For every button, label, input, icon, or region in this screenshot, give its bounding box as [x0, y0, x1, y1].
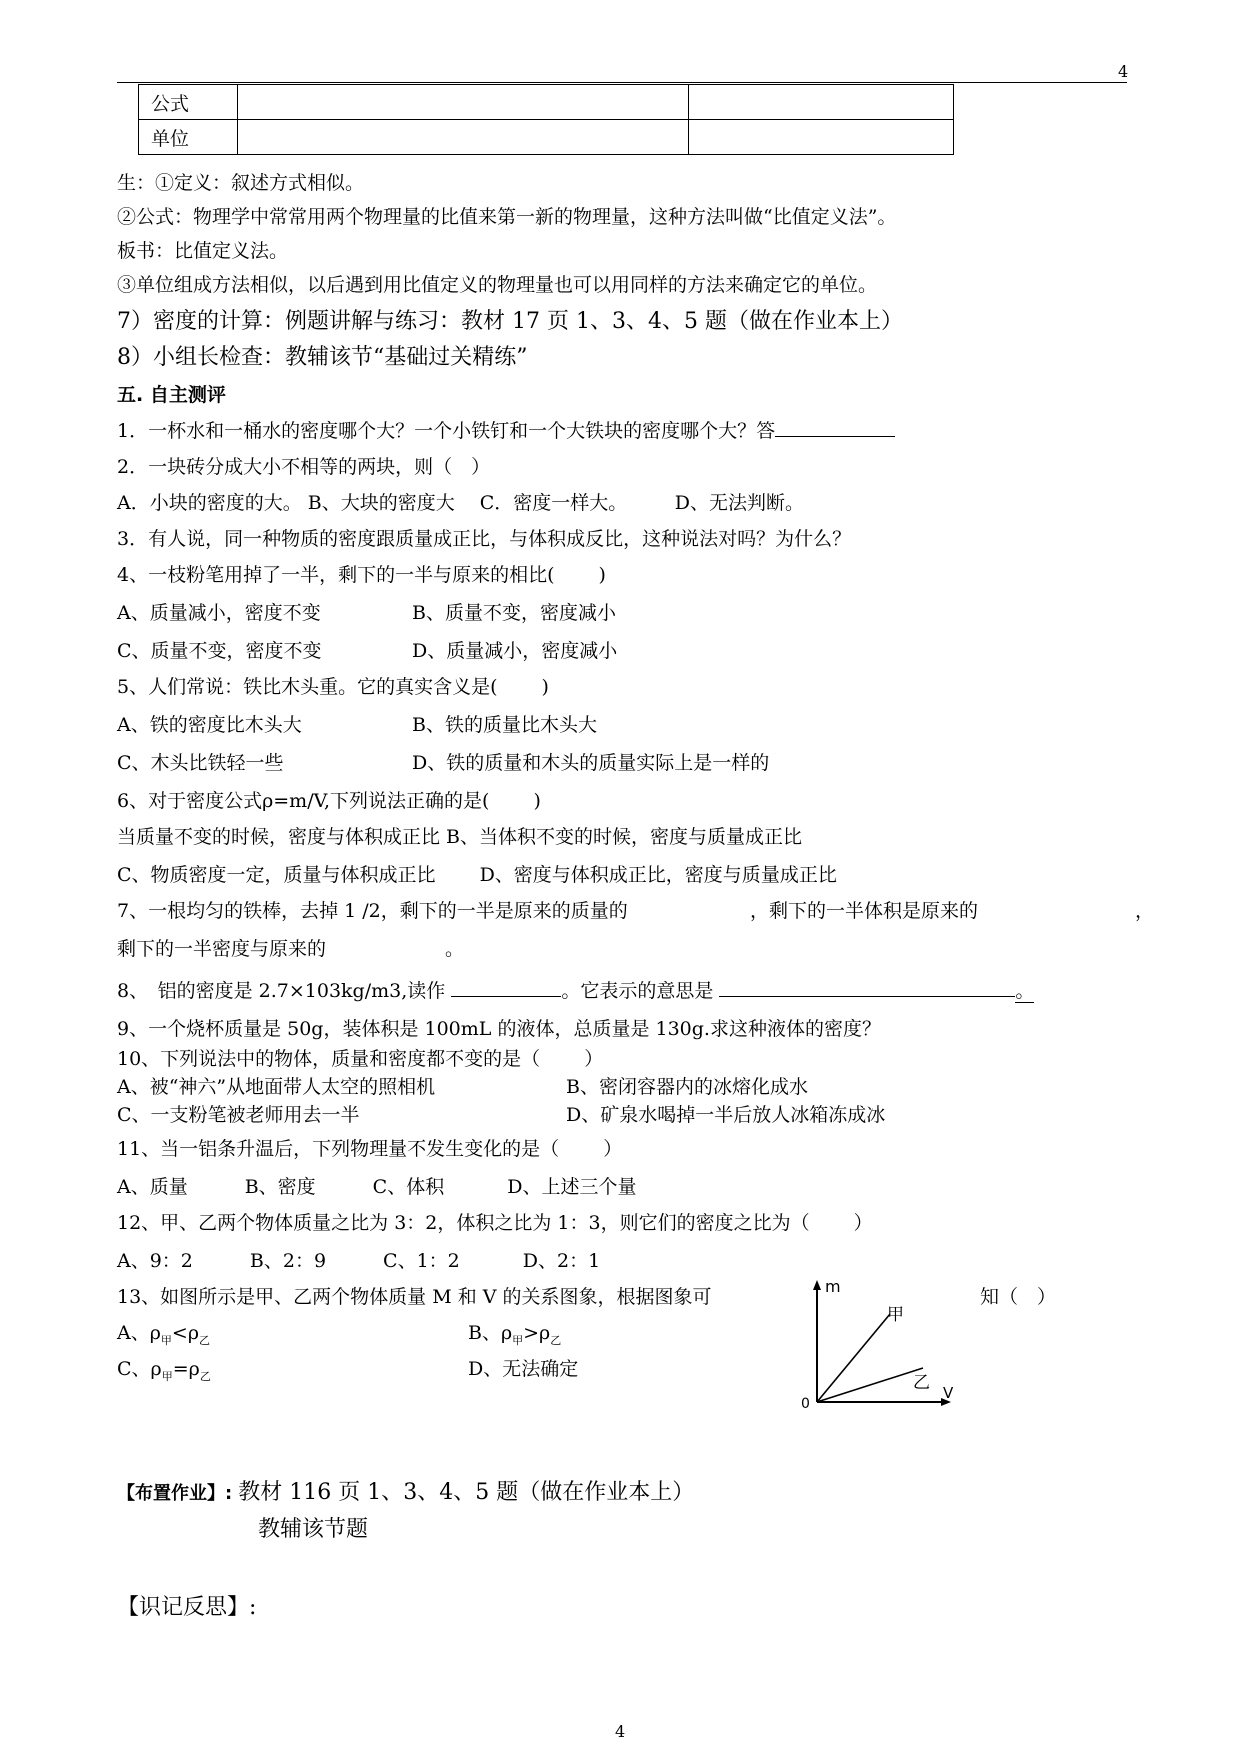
question-7-part: 剩下的一半密度与原来的: [117, 938, 327, 960]
option-a: A、铁的密度比木头大: [117, 714, 302, 736]
option-b: B、铁的质量比木头大: [412, 714, 597, 736]
question-2-options: A．小块的密度的大。 B、大块的密度大 C．密度一样大。 D、无法判断。: [117, 492, 805, 514]
question-2: 2．一块砖分成大小不相等的两块，则（ ）: [117, 456, 491, 478]
option-d: D、铁的质量和木头的质量实际上是一样的: [412, 752, 770, 774]
question-10: 10、下列说法中的物体，质量和密度都不变的是（ ）: [117, 1048, 604, 1070]
question-7-part: ，剩下的一半体积是原来的: [750, 900, 979, 922]
homework-line-1: 教材 116 页 1、3、4、5 题（做在作业本上）: [238, 1480, 695, 1505]
option-text: B、ρ: [468, 1322, 513, 1344]
option-text: A、ρ: [117, 1322, 161, 1344]
option-d: D、矿泉水喝掉一半后放人冰箱冻成冰: [566, 1104, 886, 1126]
subscript: 乙: [199, 1369, 211, 1383]
question-12-options: A、9：2 B、2：9 C、1：2 D、2：1: [117, 1250, 601, 1272]
table-cell: [689, 85, 954, 120]
option-c: C、质量不变，密度不变: [117, 640, 322, 662]
option-a: A、被“神六”从地面带人太空的照相机: [117, 1076, 436, 1098]
question-9: 9、一个烧杯质量是 50g，装体积是 100mL 的液体，总质量是 130g.求这种液体的密度？: [117, 1018, 881, 1040]
subscript: 乙: [550, 1333, 562, 1347]
y-axis-arrow-icon: [813, 1280, 821, 1290]
answer-blank: [719, 978, 1015, 997]
question-6: 6、对于密度公式ρ=m/V,下列说法正确的是( ): [117, 790, 541, 812]
origin-label: 0: [801, 1396, 810, 1412]
question-13-end: 知（ ）: [980, 1286, 1057, 1308]
option-text: >ρ: [523, 1322, 551, 1344]
answer-blank: [451, 978, 561, 997]
question-12: 12、甲、乙两个物体质量之比为 3：2，体积之比为 1：3，则它们的密度之比为（ ）: [117, 1212, 873, 1234]
homework-block: [117, 1475, 694, 1506]
header-rule: [117, 82, 1127, 83]
question-7-part: ，: [1135, 900, 1155, 922]
subscript: 甲: [161, 1369, 173, 1383]
question-13: 13、如图所示是甲、乙两个物体质量 M 和 V 的关系图象，根据图象可: [117, 1286, 712, 1308]
note-line: 生：①定义：叙述方式相似。: [117, 172, 365, 194]
note-line: 7）密度的计算：例题讲解与练习：教材 17 页 1、3、4、5 题（做在作业本上）: [117, 309, 903, 334]
section-title: 五. 自主测评: [117, 384, 226, 406]
subscript: 甲: [160, 1333, 172, 1347]
homework-label: 【布置作业】:: [117, 1483, 233, 1504]
option-b: [468, 1318, 561, 1348]
homework-line-2: 教辅该节题: [258, 1517, 369, 1542]
table-row: [139, 120, 954, 155]
option-text: C、ρ: [117, 1358, 162, 1380]
question-3: 3．有人说，同一种物质的密度跟质量成正比，与体积成反比，这种说法对吗？为什么？: [117, 528, 852, 550]
header-page-number: 4: [1118, 62, 1129, 81]
table-cell-label: 公式: [139, 85, 238, 120]
option-c: C、木头比铁轻一些: [117, 752, 284, 774]
table-cell: [689, 120, 954, 155]
option-text: <ρ: [171, 1322, 199, 1344]
option-b: B、密闭容器内的冰熔化成水: [566, 1076, 808, 1098]
note-line: ②公式：物理学中常常用两个物理量的比值来第一新的物理量，这种方法叫做“比值定义法”。: [117, 206, 897, 228]
x-axis-label: V: [943, 1384, 954, 1402]
question-7-part: 。: [445, 938, 465, 960]
line-jia-label: 甲: [887, 1305, 904, 1325]
option-d: D、无法确定: [468, 1358, 579, 1380]
question-text: 1．一杯水和一桶水的密度哪个大？一个小铁钉和一个大铁块的密度哪个大？答: [117, 420, 776, 442]
question-8: [117, 976, 1034, 1003]
answer-blank: [775, 418, 895, 437]
option-a: [117, 1318, 210, 1348]
question-text: 。: [1015, 980, 1035, 1002]
footer-page-number: 4: [615, 1722, 626, 1741]
question-1: [117, 416, 895, 443]
subscript: 甲: [512, 1333, 524, 1347]
question-6-options-line: 当质量不变的时候，密度与体积成正比 B、当体积不变的时候，密度与质量成正比: [117, 826, 803, 848]
mass-volume-graph: [795, 1278, 965, 1413]
table-cell: [238, 120, 689, 155]
subscript: 乙: [199, 1333, 210, 1347]
line-yi-label: 乙: [913, 1373, 930, 1393]
table-cell-label: 单位: [139, 120, 238, 155]
option-text: =ρ: [172, 1358, 200, 1380]
note-line: 8）小组长检查：教辅该节“基础过关精练”: [117, 345, 528, 370]
note-line: 板书：比值定义法。: [117, 240, 289, 262]
question-4: 4、一枝粉笔用掉了一半，剩下的一半与原来的相比( ): [117, 564, 606, 586]
formula-unit-table: [138, 84, 954, 155]
option-c: [117, 1354, 211, 1384]
option-d: D、质量减小，密度减小: [412, 640, 618, 662]
question-11: 11、当一铝条升温后，下列物理量不发生变化的是（ ）: [117, 1138, 623, 1160]
note-line: ③单位组成方法相似，以后遇到用比值定义的物理量也可以用同样的方法来确定它的单位。: [117, 274, 878, 296]
question-6-options-line: C、物质密度一定，质量与体积成正比 D、密度与体积成正比，密度与质量成正比: [117, 864, 837, 886]
question-text: 。它表示的意思是: [561, 980, 714, 1002]
option-a: A、质量减小，密度不变: [117, 602, 321, 624]
reflection-label: 【识记反思】:: [117, 1595, 257, 1620]
question-5: 5、人们常说：铁比木头重。它的真实含义是( ): [117, 676, 549, 698]
option-c: C、一支粉笔被老师用去一半: [117, 1104, 360, 1126]
question-11-options: A、质量 B、密度 C、体积 D、上述三个量: [117, 1176, 637, 1198]
line-yi: [817, 1368, 923, 1402]
y-axis-label: m: [825, 1278, 841, 1296]
line-jia: [817, 1314, 890, 1402]
question-7-part: 7、一根均匀的铁棒，去掉 1 /2，剩下的一半是原来的质量的: [117, 900, 628, 922]
table-cell: [238, 85, 689, 120]
option-b: B、质量不变，密度减小: [412, 602, 616, 624]
table-row: [139, 85, 954, 120]
question-text: 8、 铝的密度是 2.7×103kg/m3,读作: [117, 980, 446, 1002]
